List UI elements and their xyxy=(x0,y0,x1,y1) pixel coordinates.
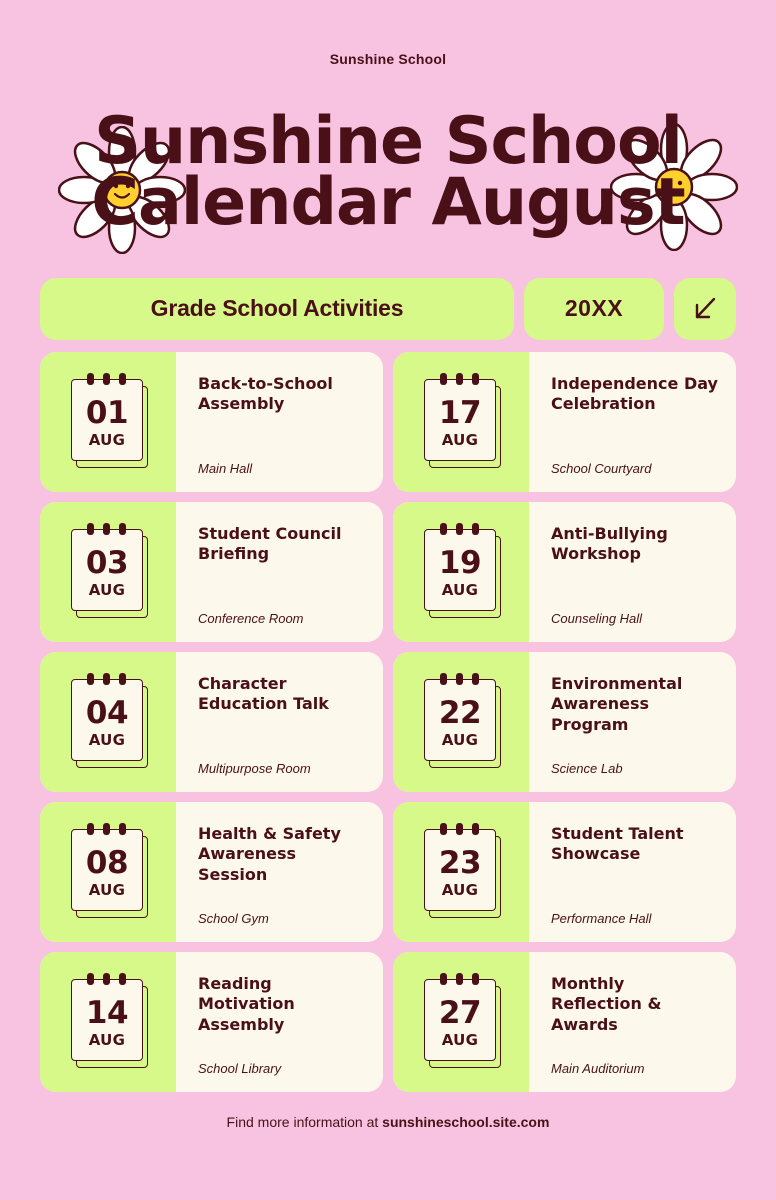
footer xyxy=(0,1114,776,1130)
event-title: Student Talent Showcase xyxy=(551,823,684,864)
event-location: School Gym xyxy=(198,910,269,926)
event-date-block xyxy=(393,502,529,642)
event-day: 22 xyxy=(438,694,482,731)
event-details xyxy=(529,352,736,492)
event-details xyxy=(176,952,383,1092)
event-title: Student Council Briefing xyxy=(198,523,342,564)
event-title: Health & Safety Awareness Session xyxy=(198,823,341,885)
event-day: 23 xyxy=(438,844,482,881)
event-card[interactable] xyxy=(40,952,383,1092)
event-location: Main Auditorium xyxy=(551,1060,645,1076)
calendar-icon xyxy=(71,679,145,765)
event-day: 04 xyxy=(85,694,129,731)
calendar-icon xyxy=(71,829,145,915)
event-location: School Courtyard xyxy=(551,460,652,476)
event-date-block xyxy=(40,352,176,492)
event-day: 19 xyxy=(438,544,482,581)
toolbar xyxy=(0,278,776,340)
event-date-block xyxy=(40,952,176,1092)
event-location: Multipurpose Room xyxy=(198,760,311,776)
event-month: AUG xyxy=(88,430,126,449)
event-card[interactable] xyxy=(40,352,383,492)
event-title: Environmental Awareness Program xyxy=(551,673,683,735)
event-month: AUG xyxy=(441,1030,479,1049)
event-title: Reading Motivation Assembly xyxy=(198,973,295,1035)
event-date-block xyxy=(393,352,529,492)
event-location: Performance Hall xyxy=(551,910,652,926)
event-date-block xyxy=(393,802,529,942)
event-day: 17 xyxy=(438,394,482,431)
event-month: AUG xyxy=(441,880,479,899)
event-location: Main Hall xyxy=(198,460,253,476)
event-title: Character Education Talk xyxy=(198,673,329,714)
event-details xyxy=(176,352,383,492)
event-month: AUG xyxy=(88,880,126,899)
event-day: 27 xyxy=(438,994,482,1031)
event-details xyxy=(529,802,736,942)
event-card[interactable] xyxy=(393,802,736,942)
event-month: AUG xyxy=(441,580,479,599)
event-month: AUG xyxy=(441,730,479,749)
activities-label: Grade School Activities xyxy=(150,295,404,322)
event-location: School Library xyxy=(198,1060,282,1076)
event-location: Conference Room xyxy=(198,610,304,626)
event-month: AUG xyxy=(88,580,126,599)
event-details xyxy=(529,502,736,642)
event-day: 14 xyxy=(85,994,129,1031)
event-card[interactable] xyxy=(393,652,736,792)
event-month: AUG xyxy=(88,730,126,749)
activities-banner xyxy=(40,278,514,340)
event-location: Counseling Hall xyxy=(551,610,643,626)
calendar-icon xyxy=(71,379,145,465)
event-date-block xyxy=(393,652,529,792)
footer-prefix: Find more information at xyxy=(226,1113,383,1130)
event-location: Science Lab xyxy=(551,760,623,776)
events-grid xyxy=(0,352,776,1092)
year-label: 20XX xyxy=(564,295,624,322)
event-card[interactable] xyxy=(393,502,736,642)
page-title xyxy=(0,103,776,241)
event-card[interactable] xyxy=(40,652,383,792)
event-title: Anti-Bullying Workshop xyxy=(551,523,668,564)
calendar-icon xyxy=(71,979,145,1065)
footer-website[interactable]: sunshineschool.site.com xyxy=(382,1113,550,1130)
event-day: 08 xyxy=(85,844,129,881)
calendar-icon xyxy=(424,979,498,1065)
event-details xyxy=(529,652,736,792)
event-day: 03 xyxy=(85,544,129,581)
event-card[interactable] xyxy=(40,802,383,942)
event-day: 01 xyxy=(85,394,129,431)
page-title-line-1: Sunshine School xyxy=(94,103,682,179)
event-date-block xyxy=(40,502,176,642)
event-details xyxy=(529,952,736,1092)
event-month: AUG xyxy=(88,1030,126,1049)
arrow-down-left-icon xyxy=(690,294,720,324)
event-title: Monthly Reflection & Awards xyxy=(551,973,662,1035)
calendar-icon xyxy=(424,379,498,465)
calendar-icon xyxy=(424,679,498,765)
page-title-line-2: Calendar August xyxy=(91,165,685,241)
calendar-icon xyxy=(71,529,145,615)
calendar-icon xyxy=(424,829,498,915)
event-title: Independence Day Celebration xyxy=(551,373,718,414)
event-details xyxy=(176,652,383,792)
year-badge xyxy=(524,278,664,340)
event-title: Back-to-School Assembly xyxy=(198,373,333,414)
event-card[interactable] xyxy=(393,952,736,1092)
event-card[interactable] xyxy=(393,352,736,492)
event-details xyxy=(176,802,383,942)
title-block xyxy=(0,103,776,241)
brand-name: Sunshine School xyxy=(329,51,447,67)
event-details xyxy=(176,502,383,642)
event-month: AUG xyxy=(441,430,479,449)
calendar-icon xyxy=(424,529,498,615)
event-date-block xyxy=(40,802,176,942)
event-card[interactable] xyxy=(40,502,383,642)
scroll-down-button[interactable] xyxy=(674,278,736,340)
event-date-block xyxy=(40,652,176,792)
event-date-block xyxy=(393,952,529,1092)
